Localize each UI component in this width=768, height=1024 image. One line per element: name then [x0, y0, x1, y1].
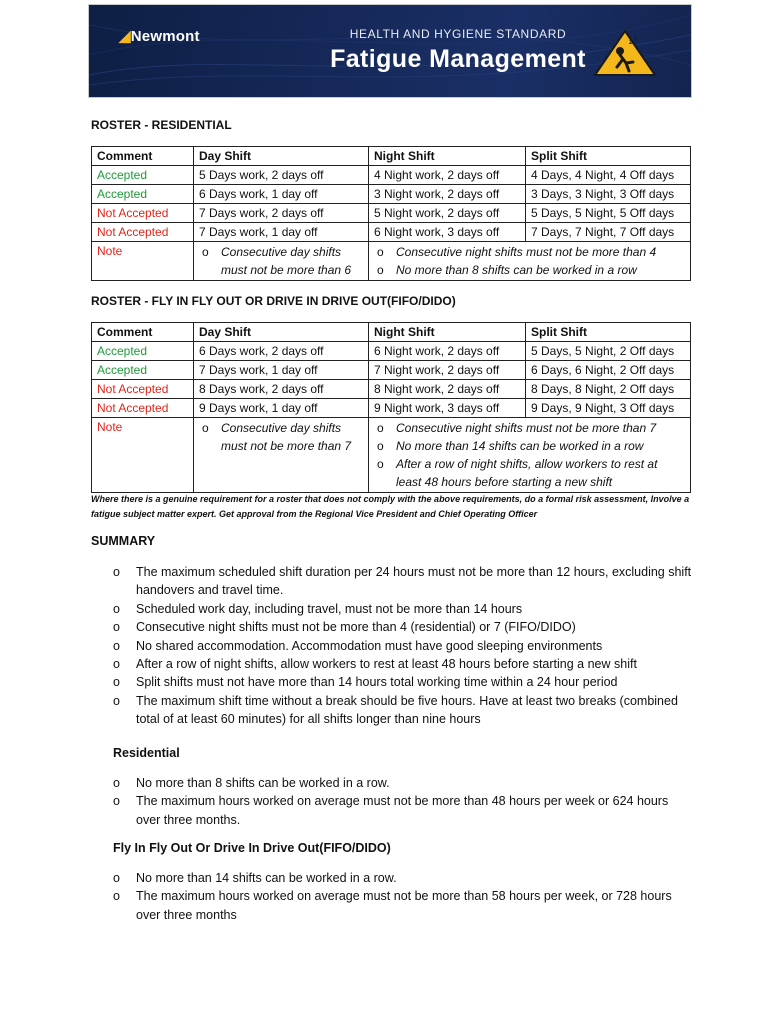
split-shift-cell: 5 Days, 5 Night, 5 Off days [526, 204, 691, 223]
list-item: o Consecutive night shifts must not be more than 4 (residential) or 7 (FIFO/DIDO) [113, 618, 693, 636]
list-item: o The maximum hours worked on average must not be more than 48 hours per week or 624 hours over three months. [113, 792, 693, 829]
table-row [92, 342, 691, 361]
list-item: o No more than 14 shifts can be worked in a row. [113, 869, 693, 887]
list-item: o After a row of night shifts, allow workers to rest at least 48 hours before starting a new shift [113, 655, 693, 673]
column-header: Comment [92, 147, 194, 166]
banner-subtitle: HEALTH AND HYGIENE STANDARD [349, 27, 567, 41]
day-shift-cell: 5 Days work, 2 days off [194, 166, 369, 185]
status-cell: Not Accepted [92, 380, 194, 399]
newmont-logo: ◢Newmont [119, 28, 200, 45]
night-shift-cell: 3 Night work, 2 days off [369, 185, 526, 204]
banner-title: Fatigue Management [330, 45, 586, 73]
night-shift-cell: 8 Night work, 2 days off [369, 380, 526, 399]
table-row [92, 185, 691, 204]
fifo-summary-list [113, 869, 693, 924]
day-shift-cell: 6 Days work, 2 days off [194, 342, 369, 361]
column-header: Comment [92, 323, 194, 342]
split-shift-cell: 8 Days, 8 Night, 2 Off days [526, 380, 691, 399]
column-header: Split Shift [526, 323, 691, 342]
fifo-roster-table [91, 322, 691, 493]
fifo-summary-heading: Fly In Fly Out Or Drive In Drive Out(FIFO/DIDO) [113, 841, 391, 855]
list-item: o Scheduled work day, including travel, must not be more than 14 hours [113, 600, 693, 618]
residential-roster-heading: ROSTER - RESIDENTIAL [91, 118, 232, 132]
day-shift-cell: 8 Days work, 2 days off [194, 380, 369, 399]
split-shift-cell: 6 Days, 6 Night, 2 Off days [526, 361, 691, 380]
table-row [92, 380, 691, 399]
residential-summary-heading: Residential [113, 746, 180, 760]
list-item: o The maximum hours worked on average must not be more than 58 hours per week, or 728 hours over three months [113, 887, 693, 924]
list-item: o Split shifts must not have more than 14 hours total working time within a 24 hour period [113, 673, 693, 691]
column-header: Split Shift [526, 147, 691, 166]
night-notes-cell [369, 242, 691, 281]
night-shift-cell: 5 Night work, 2 days off [369, 204, 526, 223]
day-notes-cell [194, 418, 369, 493]
night-shift-cell: 6 Night work, 3 days off [369, 223, 526, 242]
status-cell: Accepted [92, 166, 194, 185]
list-item: o The maximum shift time without a break should be five hours. Have at least two breaks (combined total of at least 60 minutes) for all shifts longer than nine hours [113, 692, 693, 729]
night-notes-cell [369, 418, 691, 493]
note-row [92, 242, 691, 281]
status-cell: Not Accepted [92, 399, 194, 418]
note-item: o No more than 8 shifts can be worked in a row [374, 261, 686, 279]
list-item: o No shared accommodation. Accommodation must have good sleeping environments [113, 637, 693, 655]
day-shift-cell: 6 Days work, 1 day off [194, 185, 369, 204]
residential-roster-table [91, 146, 691, 281]
table-row [92, 166, 691, 185]
day-shift-cell: 7 Days work, 1 day off [194, 223, 369, 242]
split-shift-cell: 4 Days, 4 Night, 4 Off days [526, 166, 691, 185]
note-item: o After a row of night shifts, allow workers to rest at least 48 hours before starting a new shift [374, 455, 686, 491]
note-item: o Consecutive night shifts must not be more than 7 [374, 419, 686, 437]
split-shift-cell: 3 Days, 3 Night, 3 Off days [526, 185, 691, 204]
split-shift-cell: 7 Days, 7 Night, 7 Off days [526, 223, 691, 242]
night-shift-cell: 4 Night work, 2 days off [369, 166, 526, 185]
column-header: Day Shift [194, 147, 369, 166]
day-shift-cell: 9 Days work, 1 day off [194, 399, 369, 418]
status-cell: Accepted [92, 185, 194, 204]
day-shift-cell: 7 Days work, 1 day off [194, 361, 369, 380]
list-item: o No more than 8 shifts can be worked in a row. [113, 774, 693, 792]
night-shift-cell: 9 Night work, 3 days off [369, 399, 526, 418]
list-item: o The maximum scheduled shift duration per 24 hours must not be more than 12 hours, excluding shift handovers and travel time. [113, 563, 693, 600]
column-header: Day Shift [194, 323, 369, 342]
note-item: o Consecutive day shifts must not be more than 7 [199, 419, 364, 455]
note-item: o Consecutive day shifts must not be more than 6 [199, 243, 364, 279]
svg-text:z: z [634, 36, 637, 42]
note-label: Note [92, 242, 194, 281]
status-cell: Not Accepted [92, 223, 194, 242]
night-shift-cell: 7 Night work, 2 days off [369, 361, 526, 380]
table-header-row [92, 147, 691, 166]
disclaimer-note: Where there is a genuine requirement for a roster that does not comply with the above requirements, do a formal risk assessment, Involve a fatigue subject matter expert. Get approval from the Regional Vice President and Chief Operating Officer [91, 494, 690, 519]
column-header: Night Shift [369, 323, 526, 342]
table-row [92, 399, 691, 418]
status-cell: Accepted [92, 342, 194, 361]
column-header: Night Shift [369, 147, 526, 166]
table-row [92, 204, 691, 223]
table-header-row [92, 323, 691, 342]
night-shift-cell: 6 Night work, 2 days off [369, 342, 526, 361]
status-cell: Accepted [92, 361, 194, 380]
residential-summary-list [113, 774, 693, 829]
note-item: o Consecutive night shifts must not be more than 4 [374, 243, 686, 261]
note-row [92, 418, 691, 493]
day-notes-cell [194, 242, 369, 281]
note-item: o No more than 14 shifts can be worked in a row [374, 437, 686, 455]
table-row [92, 361, 691, 380]
fatigue-warning-icon [593, 29, 657, 77]
table-row [92, 223, 691, 242]
fifo-roster-heading: ROSTER - FLY IN FLY OUT OR DRIVE IN DRIVE OUT(FIFO/DIDO) [91, 294, 456, 308]
split-shift-cell: 5 Days, 5 Night, 2 Off days [526, 342, 691, 361]
note-label: Note [92, 418, 194, 493]
status-cell: Not Accepted [92, 204, 194, 223]
summary-heading: SUMMARY [91, 534, 156, 548]
summary-list [113, 563, 693, 729]
svg-text:z: z [629, 39, 633, 46]
split-shift-cell: 9 Days, 9 Night, 3 Off days [526, 399, 691, 418]
day-shift-cell: 7 Days work, 2 days off [194, 204, 369, 223]
header-banner [88, 4, 692, 98]
